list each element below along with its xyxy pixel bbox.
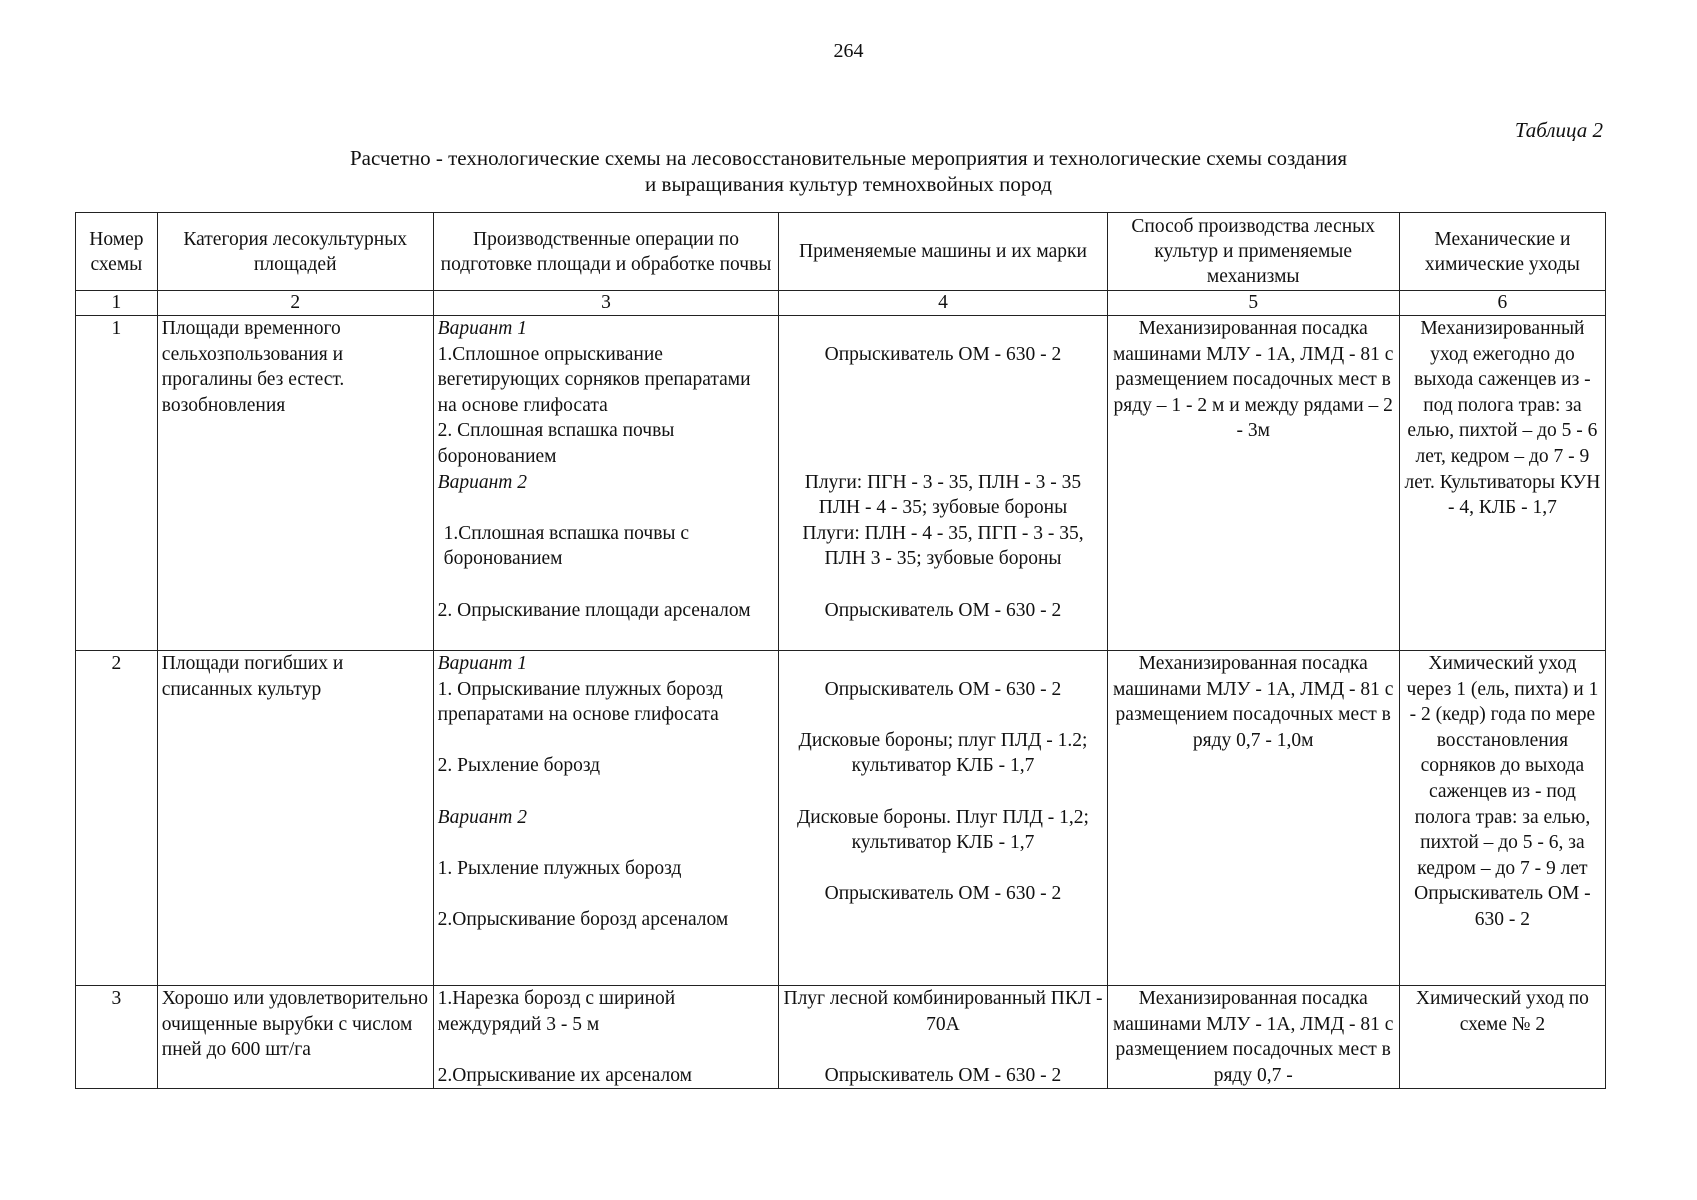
variant-label: Вариант 1 [437,653,527,674]
operation-item: 2. Сплошная вспашка почвы боронованием [437,420,675,467]
variant-label: Вариант 1 [437,318,527,339]
machine-item: Опрыскиватель ОМ - 630 - 2 [824,343,1062,365]
scheme-number: 1 [76,316,158,651]
operation-item: 1. Опрыскивание плужных борозд препаратами на основе глифосата [437,678,723,726]
table-header-row [76,213,1606,291]
table-row [76,986,1606,1089]
column-number: 1 [76,291,158,316]
operation-item: 2. Опрыскивание площади арсеналом [437,599,751,621]
column-number: 2 [157,291,433,316]
column-number: 3 [433,291,779,316]
machine-item: ПЛН - 4 - 35; зубовые бороны [818,497,1068,519]
variant-label: Вариант 2 [437,806,527,828]
header-category: Категория лесокультурных площадей [157,213,433,291]
operations-cell [433,316,779,651]
table-title-line-2: и выращивания культур темнохвойных пород [645,172,1052,196]
column-number: 6 [1399,291,1605,316]
care-method: Механизированный уход ежегодно до выхода саженцев из - под полога трав: за елью, пихтой – до 5 - 6 лет, кедром – до 7 - 9 лет. Культиваторы КУН - 4, КЛБ - 1,7 [1399,316,1605,651]
planting-method: Механизированная посадка машинами МЛУ - 1А, ЛМД - 81 с размещением посадочных мест в ряду – 1 - 2 м и между рядами – 2 - 3м [1107,316,1399,651]
column-number: 4 [779,291,1107,316]
area-category: Площади погибших и списанных культур [157,651,433,986]
schemes-table [75,212,1606,1089]
machine-item: Дисковые бороны. Плуг ПЛД - 1,2; культиватор КЛБ - 1,7 [796,806,1089,854]
machine-item: Дисковые бороны; плуг ПЛД - 1.2; культиватор КЛБ - 1,7 [798,729,1088,777]
column-number: 5 [1107,291,1399,316]
care-method: Химический уход по схеме № 2 [1399,986,1605,1089]
operation-item: 2.Опрыскивание их арсеналом [437,1064,692,1086]
machine-item: Опрыскиватель ОМ - 630 - 2 [824,883,1062,905]
machine-item: Опрыскиватель ОМ - 630 - 2 [824,599,1062,621]
header-care: Механические и химические уходы [1399,213,1605,291]
table-row [76,316,1606,651]
area-category: Площади временного сельхозпользования и прогалины без естест. возобновления [157,316,433,651]
planting-method: Механизированная посадка машинами МЛУ - 1А, ЛМД - 81 с размещением посадочных мест в ряду 0,7 - 1,0м [1107,651,1399,986]
table-title [0,145,1697,197]
machine-item: Плуги: ПГН - 3 - 35, ПЛН - 3 - 35 [804,471,1082,493]
machine-item: Плуги: ПЛН - 4 - 35, ПГП - 3 - 35, ПЛН 3 - 35; зубовые бороны [802,522,1084,570]
scheme-number: 2 [76,651,158,986]
operation-item: 1.Сплошное опрыскивание вегетирующих сорняков препаратами на основе глифосата [437,343,751,416]
machine-item: Опрыскиватель ОМ - 630 - 2 [824,1064,1062,1086]
scheme-number: 3 [76,986,158,1089]
machines-cell [779,316,1107,651]
operation-item: 1. Рыхление плужных борозд [437,857,682,879]
table-label: Таблица 2 [1514,118,1603,142]
operation-item: 2.Опрыскивание борозд арсеналом [437,908,729,930]
operation-item: 2. Рыхление борозд [437,755,601,777]
machine-item: Плуг лесной комбинированный ПКЛ - 70А [783,988,1103,1035]
machines-cell [779,651,1107,986]
machines-cell [779,986,1107,1089]
area-category: Хорошо или удовлетворительно очищенные вырубки с числом пней до 600 шт/га [157,986,433,1089]
header-method: Способ производства лесных культур и применяемые механизмы [1107,213,1399,291]
header-machines: Применяемые машины и их марки [779,213,1107,291]
care-method: Химический уход через 1 (ель, пихта) и 1 - 2 (кедр) года по мере восстановления сорняков до выхода саженцев из - под полога трав: за елью, пихтой – до 5 - 6, за кедром – до 7 - 9 лет Опрыскиватель ОМ - 630 - 2 [1399,651,1605,986]
machine-item: Опрыскиватель ОМ - 630 - 2 [824,678,1062,700]
planting-method: Механизированная посадка машинами МЛУ - 1А, ЛМД - 81 с размещением посадочных мест в ряду 0,7 - [1107,986,1399,1089]
variant-label: Вариант 2 [437,471,527,493]
table-row [76,651,1606,986]
column-number-row [76,291,1606,316]
header-scheme-number: Номер схемы [76,213,158,291]
table-title-line-1: Расчетно - технологические схемы на лесовосстановительные мероприятия и технологические схемы создания [349,146,1348,170]
operation-item: 1.Нарезка борозд с шириной междурядий 3 - 5 м [437,988,676,1035]
operation-item: 1.Сплошная вспашка почвы с боронованием [443,522,690,570]
operations-cell [433,986,779,1089]
operations-cell [433,651,779,986]
page-number: 264 [833,40,864,62]
header-operations: Производственные операции по подготовке площади и обработке почвы [433,213,779,291]
